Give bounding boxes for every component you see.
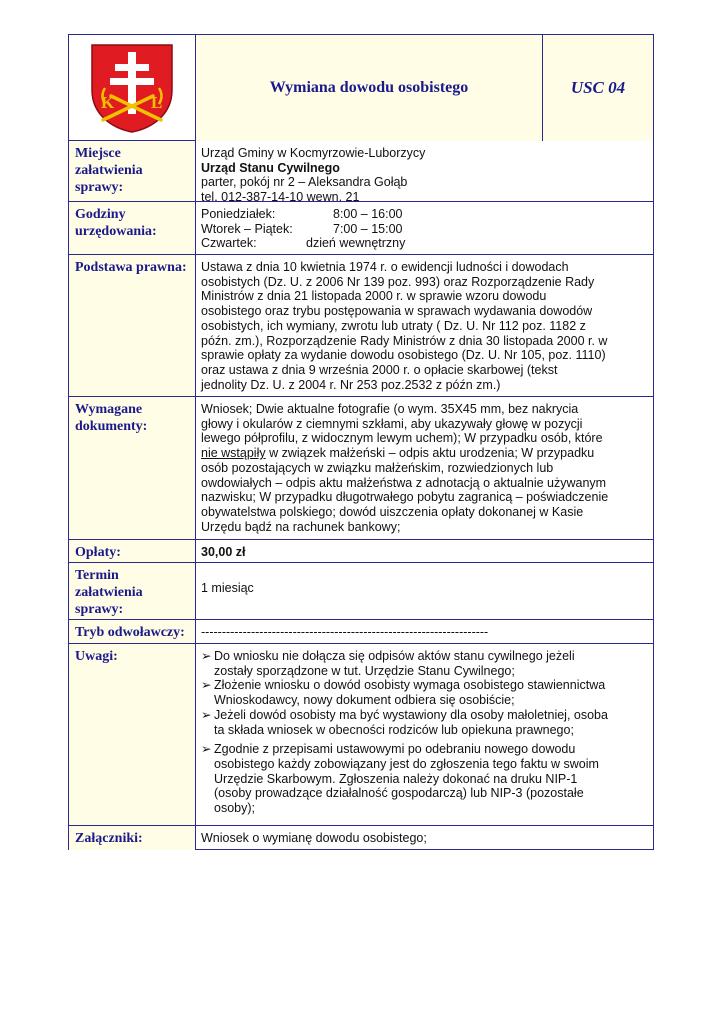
schedule-hours: dzień wewnętrzny — [306, 236, 406, 251]
note-line: zostały sporządzone w tut. Urzędzie Stanu Cywilnego; — [214, 663, 515, 678]
label-podstawa: Podstawa prawna: — [69, 255, 196, 396]
schedule-day: Wtorek – Piątek: — [201, 221, 293, 236]
note-line: Złożenie wniosku o dowód osobisty wymaga osobistego stawiennictwa — [214, 678, 606, 693]
note-line: Zgodnie z przepisami ustawowymi po odebraniu nowego dowodu — [214, 742, 576, 757]
text-line: osobistego oraz trybu postępowania w sprawach wydawania dowodów — [201, 304, 593, 319]
text-line: Urzędu bądź na rachunek bankowy; — [201, 519, 401, 534]
arrow-bullet-icon: ➢ — [201, 649, 212, 663]
schedule-hours: 8:00 – 16:00 — [333, 207, 403, 221]
schedule-day: Poniedziałek: — [201, 207, 276, 221]
value-podstawa — [196, 255, 653, 396]
underlined-text: nie wstąpiły — [201, 446, 266, 461]
text-line: późn. zm.), Rozporządzenie Rady Ministrów z dnia 30 listopada 2000 r. w — [201, 333, 608, 348]
label-oplaty: Opłaty: — [69, 540, 196, 562]
text-line — [201, 446, 648, 461]
emblem-letter-k: K — [101, 93, 115, 112]
schedule-day: Czwartek: — [201, 236, 257, 251]
notes-list — [201, 649, 648, 816]
coat-of-arms-icon — [89, 42, 175, 134]
row-miejsce — [69, 141, 653, 205]
info-card — [68, 34, 654, 850]
value-dokumenty — [196, 397, 653, 539]
row-godziny — [69, 202, 653, 255]
note-line: ta składa wniosek w obecności rodziców lub opiekuna prawnego; — [214, 722, 574, 737]
emblem-cell — [69, 35, 196, 141]
row-dokumenty — [69, 397, 653, 540]
text-line: obywatelstwa polskiego; dowód uiszczenia opłaty dokonanej w Kasie — [201, 504, 584, 519]
text-line: oraz ustawa z dnia 9 września 2000 r. o opłacie skarbowej (tekst — [201, 362, 558, 377]
note-line: Urzędzie Skarbowym. Zgłoszenia należy dokonać na druku NIP-1 — [214, 771, 578, 786]
label-termin: Termin załatwienia sprawy: — [69, 563, 196, 619]
text-line: Ustawa z dnia 10 kwietnia 1974 r. o ewidencji ludności i dowodach — [201, 260, 569, 274]
card-header — [69, 35, 653, 141]
arrow-bullet-icon: ➢ — [201, 678, 212, 693]
label-godziny: Godziny urzędowania: — [69, 202, 196, 254]
text-line: lewego półprofilu, z widocznym lewym uchem); W przypadku osób, które — [201, 431, 603, 446]
text-line: owdowiałych – odpis aktu małżeństwa z adnotacją o aktualnie używanym — [201, 475, 607, 490]
label-dokumenty: Wymagane dokumenty: — [69, 397, 196, 539]
note-line: Wnioskodawcy, nowy dokument odbiera się osobiście; — [214, 693, 515, 708]
value-miejsce — [196, 141, 653, 205]
value-uwagi — [196, 644, 653, 825]
note-line: Jeżeli dowód osobisty ma być wystawiony dla osoby małoletniej, osoba — [214, 707, 608, 722]
label-uwagi: Uwagi: — [69, 644, 196, 825]
row-uwagi — [69, 644, 653, 826]
note-line: osoby); — [214, 801, 255, 816]
note-line: osobistego każdy zobowiązany jest do zgłoszenia tego faktu w swoim — [214, 756, 599, 771]
text-line: głowy i okularów z ciemnymi szkłami, aby ukazywały głowę w pozycji — [201, 416, 583, 431]
label-zalaczniki: Załączniki: — [69, 826, 196, 850]
label-tryb: Tryb odwoławczy: — [69, 620, 196, 643]
arrow-bullet-icon: ➢ — [201, 707, 212, 722]
value-tryb: --------------------------------------------------------------------- — [201, 625, 489, 639]
note-item — [201, 742, 648, 816]
note-line: (osoby prowadzące działalność gospodarczą) lub NIP-3 (pozostałe — [214, 786, 584, 801]
text-line: jednolity Dz. U. z 2004 r. Nr 253 poz.2532 z późn zm.) — [201, 377, 501, 392]
text-line: sprawie opłaty za wydanie dowodu osobistego (Dz. U. Nr 105, poz. 1110) — [201, 348, 606, 363]
office-phone: tel. 012-387-14-10 wewn. 21 — [201, 190, 360, 205]
value-termin: 1 miesiąc — [201, 581, 254, 595]
form-code: USC 04 — [543, 35, 653, 141]
row-termin — [69, 563, 653, 620]
schedule-row — [201, 236, 648, 251]
emblem-letter-l: L — [151, 93, 163, 112]
schedule-row — [201, 207, 648, 222]
row-tryb — [69, 620, 653, 644]
value-zalaczniki: Wniosek o wymianę dowodu osobistego; — [201, 831, 427, 845]
office-name: Urząd Gminy w Kocmyrzowie-Luborzycy — [201, 146, 426, 160]
schedule-hours: 7:00 – 15:00 — [333, 221, 403, 236]
note-item — [201, 708, 648, 737]
value-godziny — [196, 202, 653, 254]
text-line: osobistych (Dz. U. z 2006 Nr 139 poz. 993) oraz Rozporządzenie Rady — [201, 274, 595, 289]
label-miejsce: Miejsce załatwienia sprawy: — [69, 141, 196, 201]
text-line: Wniosek; Dwie aktualne fotografie (o wym. 35X45 mm, bez nakrycia — [201, 402, 579, 416]
page-title: Wymiana dowodu osobistego — [196, 35, 543, 141]
text-line: osób pozostających w związku małżeńskim, rozwiedzionych lub — [201, 460, 554, 475]
text-after-underline: w związek małżeński – odpis aktu urodzenia; W przypadku — [265, 446, 595, 461]
note-line: Do wniosku nie dołącza się odpisów aktów stanu cywilnego jeżeli — [214, 649, 575, 663]
text-line: Ministrów z dnia 21 listopada 2000 r. w sprawie wzoru dowodu — [201, 289, 547, 304]
row-oplaty — [69, 540, 653, 563]
office-room: parter, pokój nr 2 – Aleksandra Gołąb — [201, 175, 408, 190]
row-podstawa — [69, 255, 653, 397]
arrow-bullet-icon: ➢ — [201, 742, 212, 757]
text-line: osobistych, ich wymiany, zwrotu lub utraty ( Dz. U. Nr 112 poz. 1182 z — [201, 318, 586, 333]
row-zalaczniki — [69, 826, 653, 850]
note-item — [201, 678, 648, 707]
note-item — [201, 649, 648, 678]
text-line: nazwisku; W przypadku długotrwałego pobytu zagranicą – poświadczenie — [201, 490, 609, 505]
schedule-row — [201, 222, 648, 237]
value-oplaty: 30,00 zł — [201, 545, 246, 559]
office-department: Urząd Stanu Cywilnego — [201, 160, 340, 175]
